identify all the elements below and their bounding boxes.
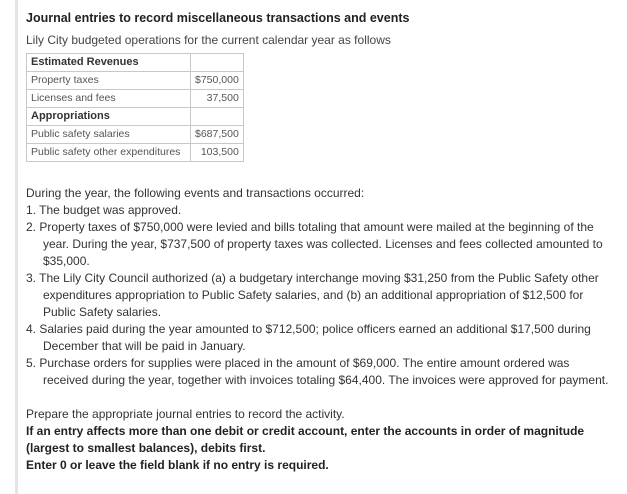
- table-row: [27, 72, 244, 90]
- table-row: [27, 126, 244, 144]
- empty-cell: [191, 108, 244, 126]
- events-section: [26, 185, 616, 389]
- row-amount: $750,000: [191, 72, 244, 90]
- intro-text: Lily City budgeted operations for the current calendar year as follows: [26, 33, 391, 47]
- blank-rule: Enter 0 or leave the field blank if no entry is required.: [26, 458, 329, 472]
- event-item-4: 4. Salaries paid during the year amounted to $712,500; police officers earned an additional $17,500 during December that will be paid in January.: [26, 322, 591, 353]
- budget-table: [26, 53, 244, 162]
- row-label: Public safety salaries: [27, 126, 191, 144]
- prepare-instruction: Prepare the appropriate journal entries to record the activity.: [26, 407, 345, 421]
- event-item-2: 2. Property taxes of $750,000 were levied and bills totaling that amount were mailed at the beginning of the year. During the year, $737,500 of property taxes was collected. Licenses and fees collected amounted to $35,000.: [26, 220, 603, 268]
- empty-cell: [191, 54, 244, 72]
- table-row: [27, 90, 244, 108]
- row-label: Property taxes: [27, 72, 191, 90]
- row-amount: 37,500: [191, 90, 244, 108]
- left-divider: [15, 0, 18, 494]
- table-row: [27, 54, 244, 72]
- revenues-header: Estimated Revenues: [27, 54, 191, 72]
- problem-content: [26, 9, 616, 474]
- event-item-1: 1. The budget was approved.: [26, 203, 182, 217]
- instructions-section: [26, 406, 616, 474]
- row-amount: $687,500: [191, 126, 244, 144]
- row-label: Public safety other expenditures: [27, 144, 191, 162]
- table-row: [27, 144, 244, 162]
- appropriations-header: Appropriations: [27, 108, 191, 126]
- table-row: [27, 108, 244, 126]
- event-item-3: 3. The Lily City Council authorized (a) a budgetary interchange moving $31,250 from the Public Safety other expenditures appropriation to Public Safety salaries, and (b) an additional appropriation of $12,500 for Public Safety salaries.: [26, 271, 599, 319]
- events-lead: During the year, the following events and transactions occurred:: [26, 186, 365, 200]
- event-item-5: 5. Purchase orders for supplies were placed in the amount of $69,000. The entire amount ordered was received during the year, together with invoices totaling $64,400. The invoices were approved for payment.: [26, 356, 609, 387]
- order-rule: If an entry affects more than one debit or credit account, enter the accounts in order of magnitude (largest to smallest balances), debits first.: [26, 424, 585, 455]
- row-amount: 103,500: [191, 144, 244, 162]
- page-title: Journal entries to record miscellaneous transactions and events: [26, 11, 410, 25]
- row-label: Licenses and fees: [27, 90, 191, 108]
